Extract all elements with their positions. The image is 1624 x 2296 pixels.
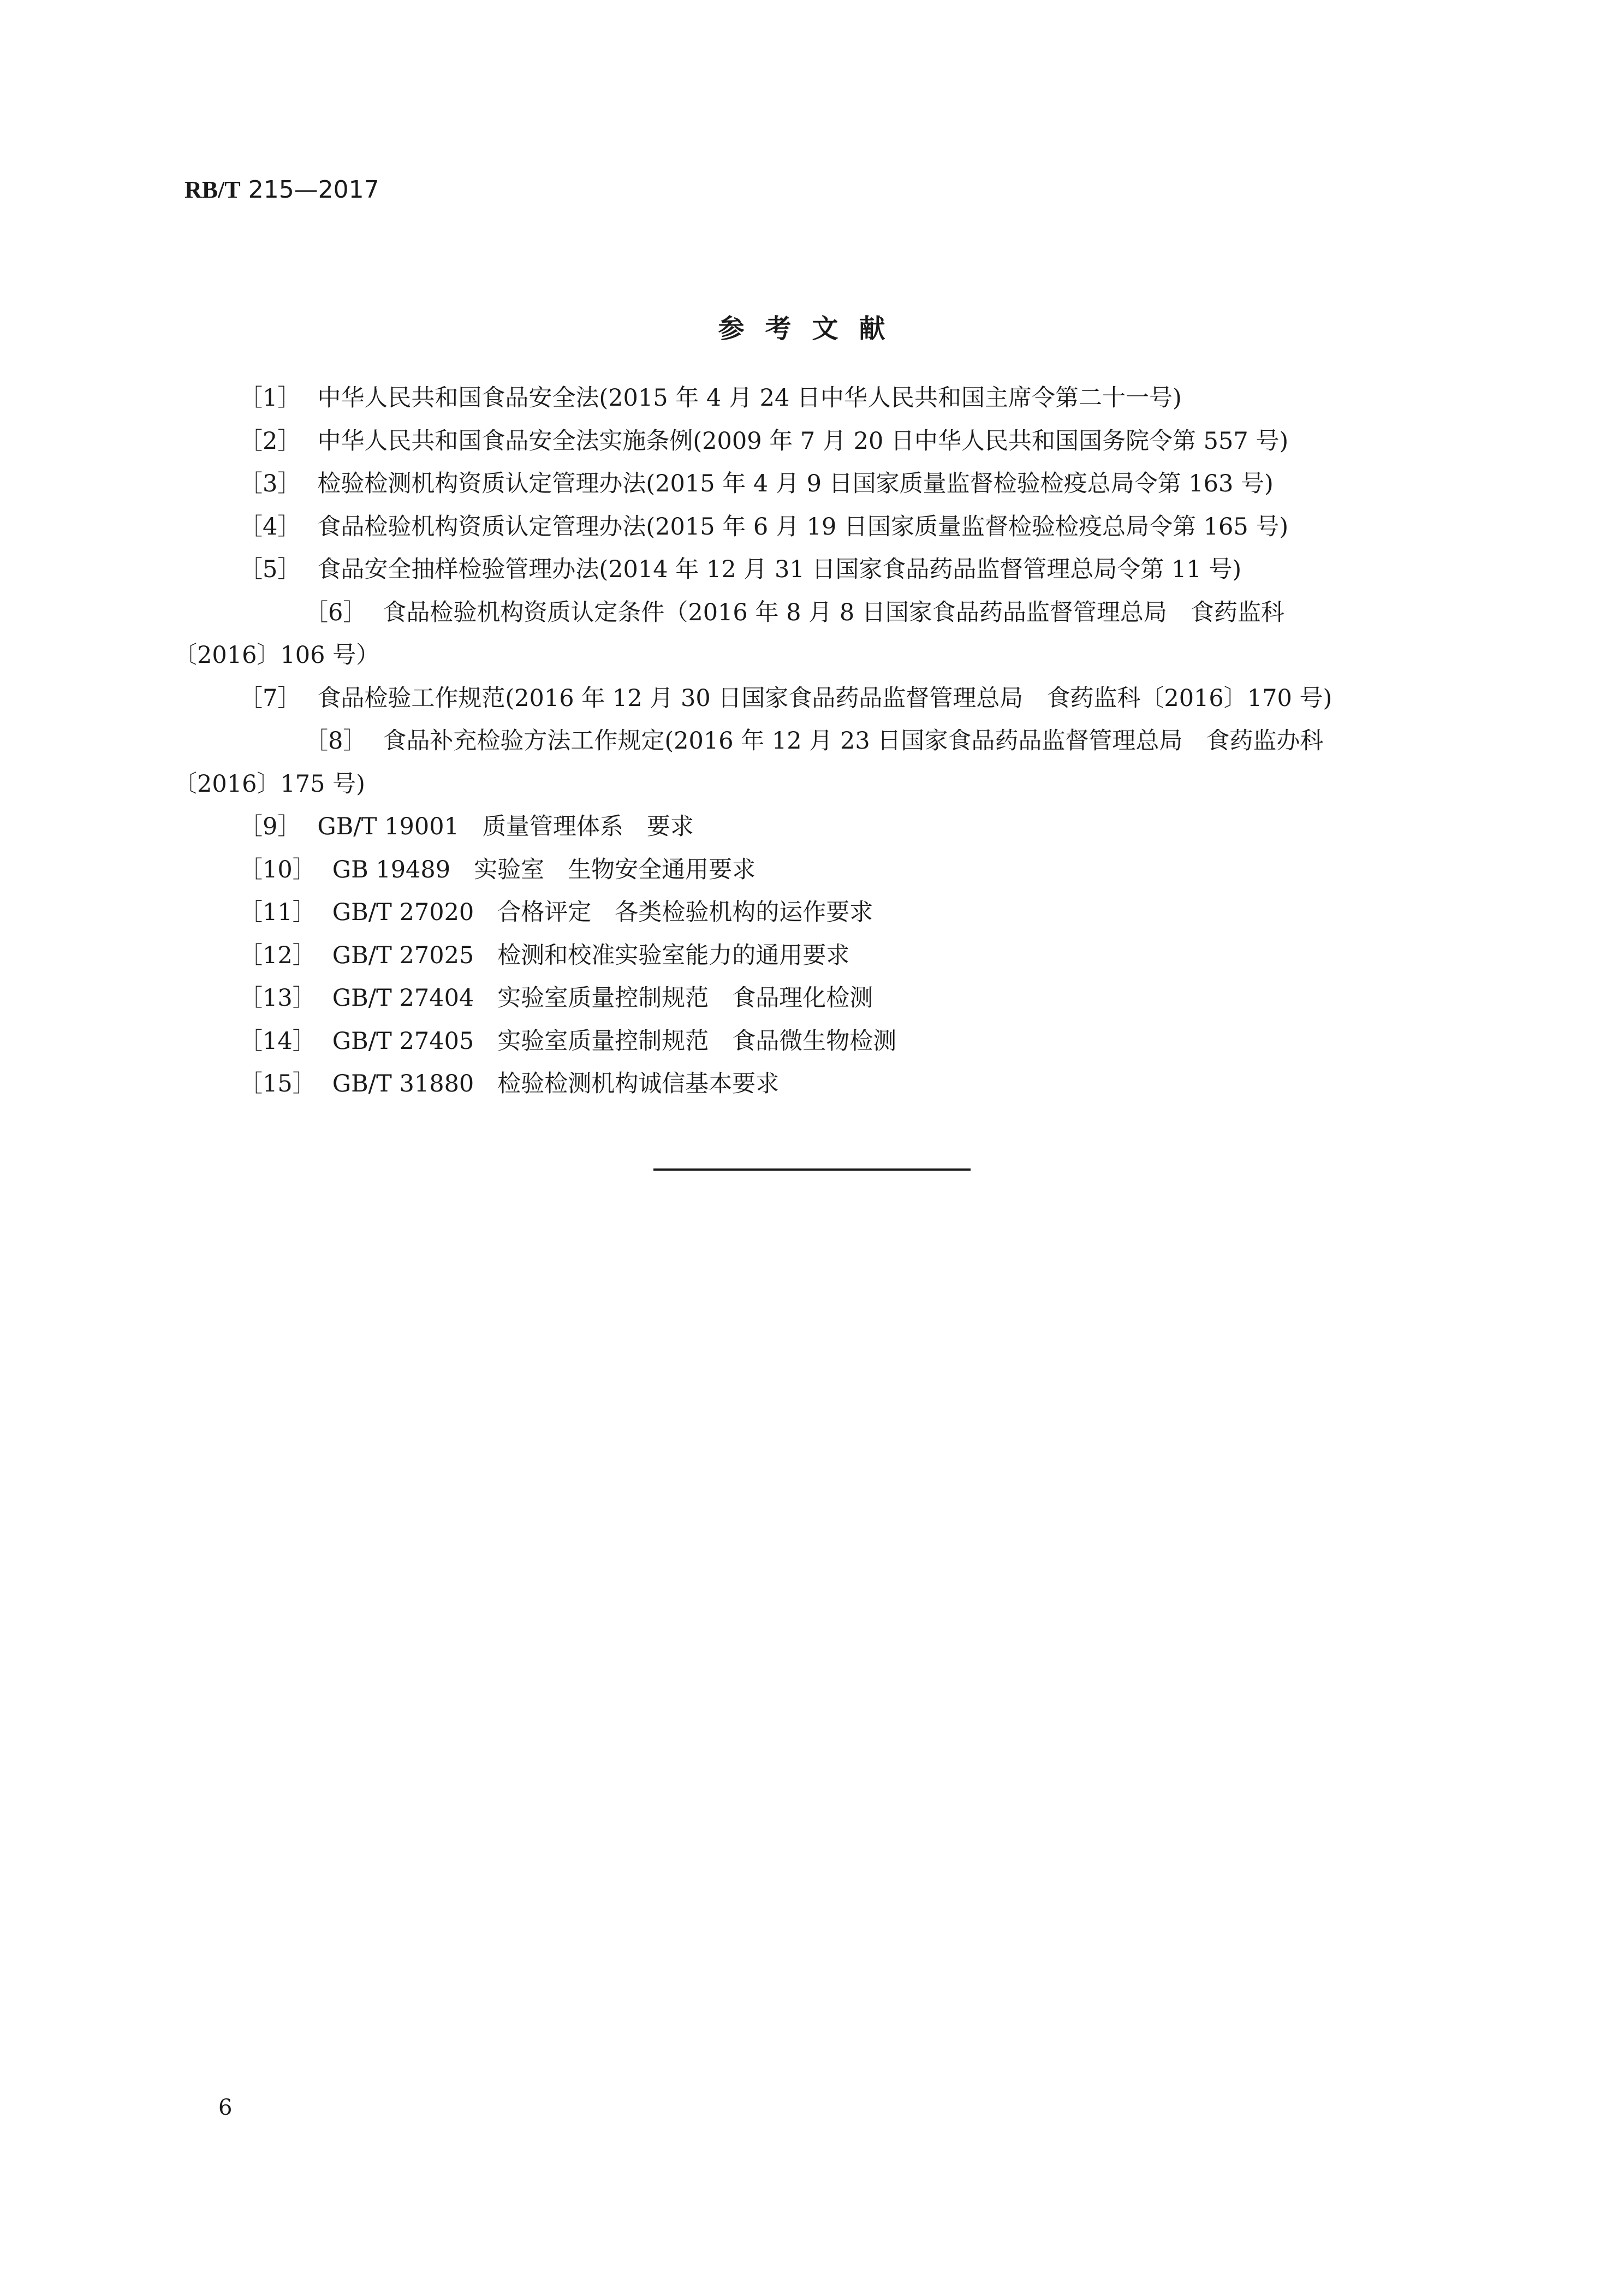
reference-number: ［8］ [305,727,367,755]
reference-text: 食品补充检验方法工作规定(2016 年 12 月 23 日国家食品药品监督管理总局 食药监办科 [383,727,1324,755]
reference-number: ［10］ [239,856,316,883]
end-of-document-rule [653,1168,971,1171]
standard-code [185,174,379,206]
reference-item [174,377,1451,420]
reference-number: ［7］ [239,684,301,712]
reference-text: 检验检测机构资质认定管理办法(2015 年 4 月 9 日国家质量监督检验检疫总局令第 163 号) [317,470,1274,497]
reference-text: GB/T 27025 检测和校准实验室能力的通用要求 [332,941,850,969]
reference-text: GB/T 27404 实验室质量控制规范 食品理化检测 [332,984,873,1012]
reference-item [174,805,1451,849]
reference-text-continuation: 〔2016〕175 号) [174,770,365,798]
reference-item [174,891,1451,934]
reference-text: GB/T 27405 实验室质量控制规范 食品微生物检测 [332,1027,897,1055]
reference-item [174,1020,1451,1063]
reference-item [174,506,1451,549]
reference-item [174,849,1451,892]
standard-code-prefix: RB/T [185,176,241,203]
reference-text: 食品检验机构资质认定条件（2016 年 8 月 8 日国家食品药品监督管理总局 食药监科 [383,598,1284,626]
reference-number: ［14］ [239,1027,316,1055]
reference-number: ［9］ [239,813,301,840]
reference-number: ［6］ [305,598,367,626]
reference-text: GB/T 31880 检验检测机构诚信基本要求 [332,1070,780,1097]
reference-text: 食品检验工作规范(2016 年 12 月 30 日国家食品药品监督管理总局 食药监科〔2016〕170 号) [317,684,1332,712]
reference-text: 中华人民共和国食品安全法(2015 年 4 月 24 日中华人民共和国主席令第二十一号) [317,384,1182,412]
reference-text: GB 19489 实验室 生物安全通用要求 [332,856,756,883]
reference-number: ［4］ [239,513,301,541]
reference-item [174,677,1451,720]
reference-number: ［12］ [239,941,316,969]
reference-text: GB/T 19001 质量管理体系 要求 [317,813,694,840]
reference-number: ［3］ [239,470,301,497]
reference-number: ［2］ [239,427,301,455]
reference-item [174,420,1451,463]
reference-item [174,591,1451,677]
reference-item [174,462,1451,506]
reference-number: ［13］ [239,984,316,1012]
reference-number: ［15］ [239,1070,316,1097]
reference-number: ［1］ [239,384,301,412]
reference-item [174,720,1451,805]
reference-item [174,1063,1451,1106]
reference-text: 食品检验机构资质认定管理办法(2015 年 6 月 19 日国家质量监督检验检疫总局令第 165 号) [317,513,1289,541]
reference-number: ［11］ [239,899,316,926]
reference-item [174,934,1451,977]
reference-text: GB/T 27020 合格评定 各类检验机构的运作要求 [332,899,873,926]
reference-number: ［5］ [239,556,301,583]
standard-code-number: 215—2017 [248,176,379,204]
reference-text: 中华人民共和国食品安全法实施条例(2009 年 7 月 20 日中华人民共和国国务院令第 557 号) [317,427,1289,455]
page-number: 6 [218,2095,233,2120]
section-title: 参考文献 [718,313,906,344]
reference-text-continuation: 〔2016〕106 号） [174,642,380,669]
reference-list [174,377,1451,1106]
reference-item [174,977,1451,1020]
reference-text: 食品安全抽样检验管理办法(2014 年 12 月 31 日国家食品药品监督管理总局令第 11 号) [317,556,1242,583]
reference-item [174,548,1451,591]
